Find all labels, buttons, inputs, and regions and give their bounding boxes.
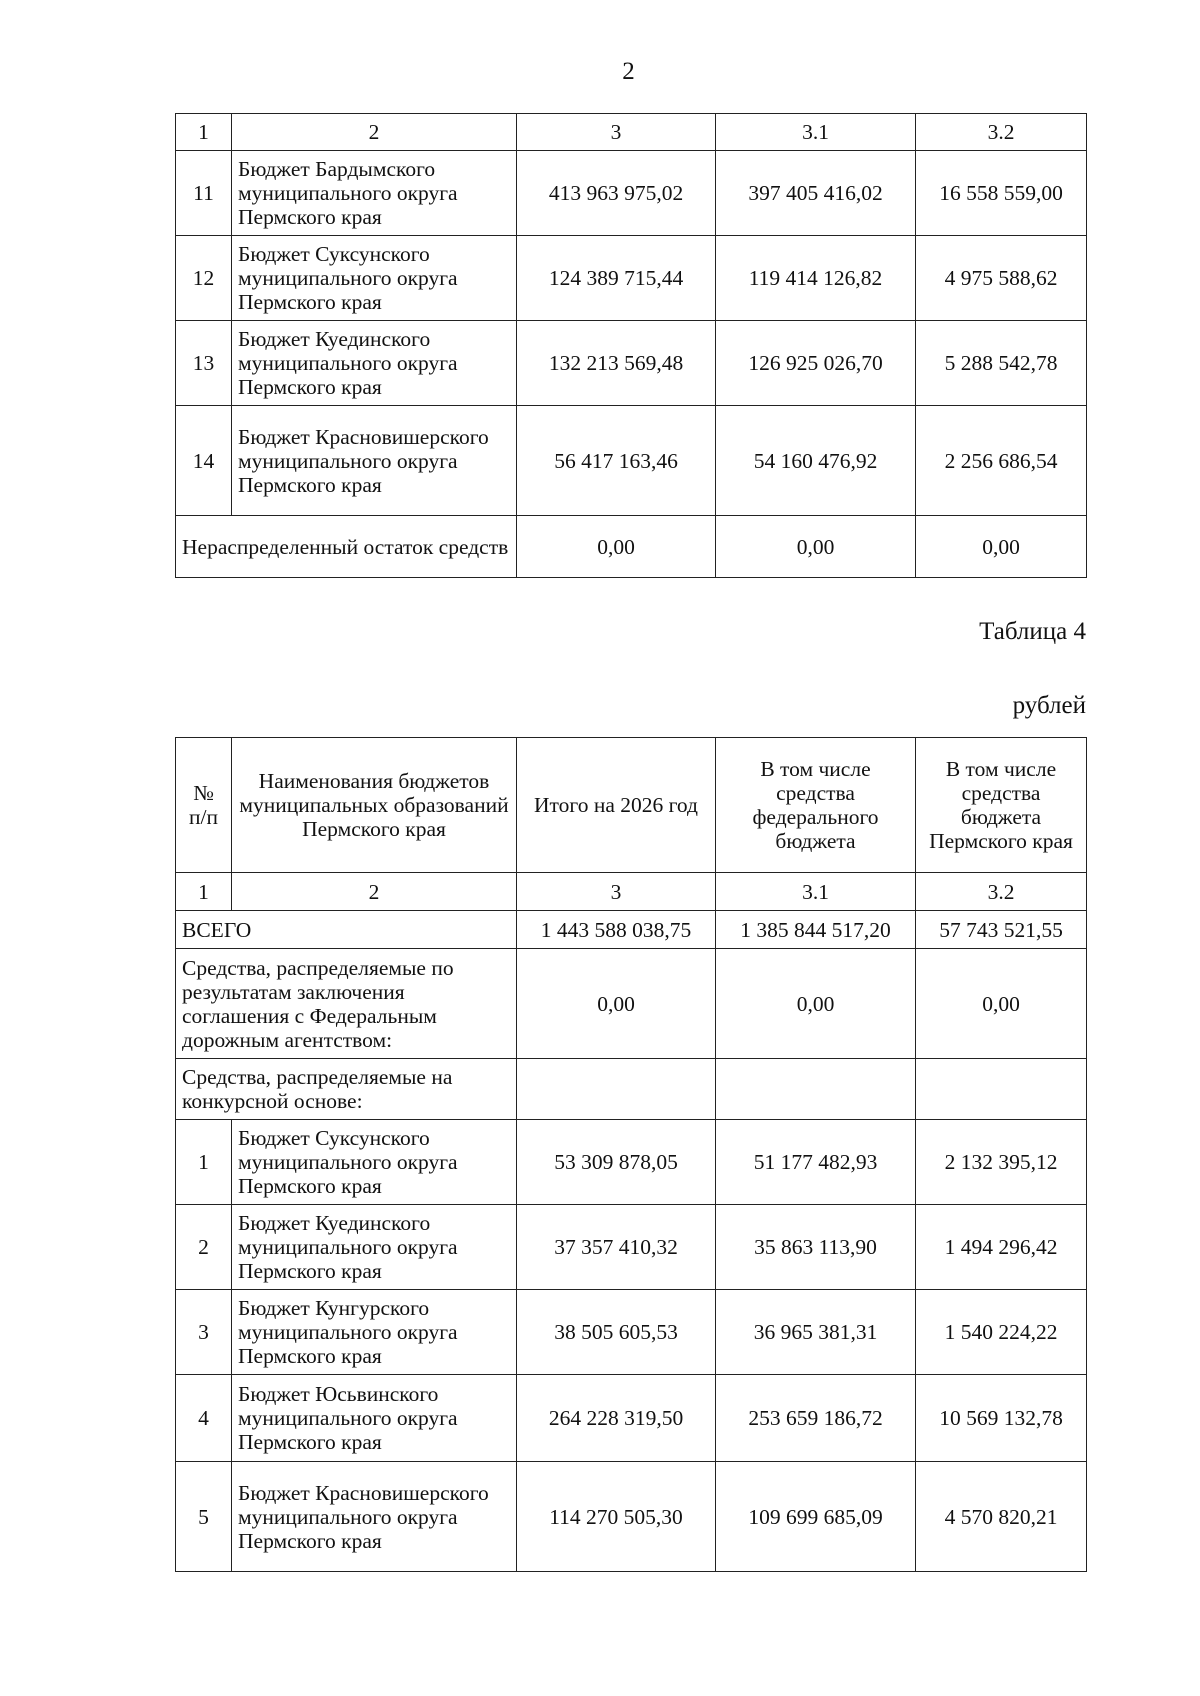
regional-cell: 2 256 686,54 (916, 406, 1087, 516)
regional-cell: 10 569 132,78 (916, 1375, 1087, 1462)
budget-name: Бюджет Суксунского муниципального округа Пермского края (232, 1120, 517, 1205)
budget-name: Бюджет Бардымского муниципального округа Пермского края (232, 151, 517, 236)
total-cell: 124 389 715,44 (517, 236, 716, 321)
table-row (176, 236, 1087, 321)
col-num-3: 3 (517, 114, 716, 151)
col-num-3: 3 (517, 873, 716, 911)
total-cell: 413 963 975,02 (517, 151, 716, 236)
budget-name: Бюджет Куединского муниципального округа Пермского края (232, 321, 517, 406)
regional-cell: 0,00 (916, 949, 1087, 1059)
budget-name: Бюджет Суксунского муниципального округа Пермского края (232, 236, 517, 321)
col-num-3-1: 3.1 (716, 114, 916, 151)
contest-label: Средства, распределяемые на конкурсной основе: (176, 1059, 517, 1120)
total-row (176, 911, 1087, 949)
row-number: 12 (176, 236, 232, 321)
row-number: 11 (176, 151, 232, 236)
budget-name: Бюджет Красновишерского муниципального округа Пермского края (232, 1462, 517, 1572)
regional-cell: 1 540 224,22 (916, 1290, 1087, 1375)
total-label: ВСЕГО (176, 911, 517, 949)
federal-cell: 253 659 186,72 (716, 1375, 916, 1462)
regional-cell: 4 975 588,62 (916, 236, 1087, 321)
regional-cell: 1 494 296,42 (916, 1205, 1087, 1290)
row-number: 13 (176, 321, 232, 406)
agency-label: Средства, распределяемые по результатам заключения соглашения с Федеральным дорожным агентством: (176, 949, 517, 1059)
contest-row (176, 1059, 1087, 1120)
federal-cell: 35 863 113,90 (716, 1205, 916, 1290)
undistributed-row (176, 516, 1087, 578)
table-row (176, 1375, 1087, 1462)
total-cell: 56 417 163,46 (517, 406, 716, 516)
row-number: 5 (176, 1462, 232, 1572)
total-cell: 37 357 410,32 (517, 1205, 716, 1290)
regional-cell: 2 132 395,12 (916, 1120, 1087, 1205)
col-num-3-1: 3.1 (716, 873, 916, 911)
header-name: Наименования бюджетов муниципальных образований Пермского края (232, 738, 517, 873)
federal-cell: 54 160 476,92 (716, 406, 916, 516)
row-number: 1 (176, 1120, 232, 1205)
agency-row (176, 949, 1087, 1059)
federal-cell: 119 414 126,82 (716, 236, 916, 321)
total-cell: 1 443 588 038,75 (517, 911, 716, 949)
budget-name: Бюджет Куединского муниципального округа Пермского края (232, 1205, 517, 1290)
header-row (176, 738, 1087, 873)
total-cell: 38 505 605,53 (517, 1290, 716, 1375)
page-number: 2 (622, 58, 635, 85)
total-cell: 0,00 (517, 949, 716, 1059)
table-4-label: Таблица 4 (979, 618, 1086, 645)
unit-label: рублей (1012, 692, 1086, 719)
total-cell: 264 228 319,50 (517, 1375, 716, 1462)
budget-name: Бюджет Красновишерского муниципального округа Пермского края (232, 406, 517, 516)
column-number-row (176, 873, 1087, 911)
federal-cell: 0,00 (716, 516, 916, 578)
regional-cell: 57 743 521,55 (916, 911, 1087, 949)
col-num-3-2: 3.2 (916, 873, 1087, 911)
header-total: Итого на 2026 год (517, 738, 716, 873)
federal-cell: 1 385 844 517,20 (716, 911, 916, 949)
col-num-1: 1 (176, 873, 232, 911)
regional-cell: 5 288 542,78 (916, 321, 1087, 406)
federal-cell: 51 177 482,93 (716, 1120, 916, 1205)
total-cell: 132 213 569,48 (517, 321, 716, 406)
header-regional: В том числе средства бюджета Пермского края (916, 738, 1087, 873)
table-row (176, 1290, 1087, 1375)
table-row (176, 321, 1087, 406)
table-row (176, 1120, 1087, 1205)
col-num-2: 2 (232, 873, 517, 911)
federal-cell: 0,00 (716, 949, 916, 1059)
header-federal: В том числе средства федерального бюджета (716, 738, 916, 873)
table-row (176, 406, 1087, 516)
row-number: 14 (176, 406, 232, 516)
header-num: № п/п (176, 738, 232, 873)
col-num-2: 2 (232, 114, 517, 151)
col-num-3-2: 3.2 (916, 114, 1087, 151)
column-number-row (176, 114, 1087, 151)
federal-cell: 36 965 381,31 (716, 1290, 916, 1375)
empty-cell (716, 1059, 916, 1120)
table-row (176, 1462, 1087, 1572)
table-4 (175, 737, 1087, 1572)
row-number: 2 (176, 1205, 232, 1290)
table-row (176, 1205, 1087, 1290)
undistributed-label: Нераспределенный остаток средств (176, 516, 517, 578)
federal-cell: 126 925 026,70 (716, 321, 916, 406)
total-cell: 53 309 878,05 (517, 1120, 716, 1205)
row-number: 3 (176, 1290, 232, 1375)
federal-cell: 397 405 416,02 (716, 151, 916, 236)
federal-cell: 109 699 685,09 (716, 1462, 916, 1572)
budget-name: Бюджет Кунгурского муниципального округа Пермского края (232, 1290, 517, 1375)
total-cell: 114 270 505,30 (517, 1462, 716, 1572)
budget-name: Бюджет Юсьвинского муниципального округа Пермского края (232, 1375, 517, 1462)
col-num-1: 1 (176, 114, 232, 151)
row-number: 4 (176, 1375, 232, 1462)
table-3-continuation (175, 113, 1087, 578)
table-row (176, 151, 1087, 236)
empty-cell (517, 1059, 716, 1120)
total-cell: 0,00 (517, 516, 716, 578)
empty-cell (916, 1059, 1087, 1120)
regional-cell: 4 570 820,21 (916, 1462, 1087, 1572)
regional-cell: 0,00 (916, 516, 1087, 578)
regional-cell: 16 558 559,00 (916, 151, 1087, 236)
